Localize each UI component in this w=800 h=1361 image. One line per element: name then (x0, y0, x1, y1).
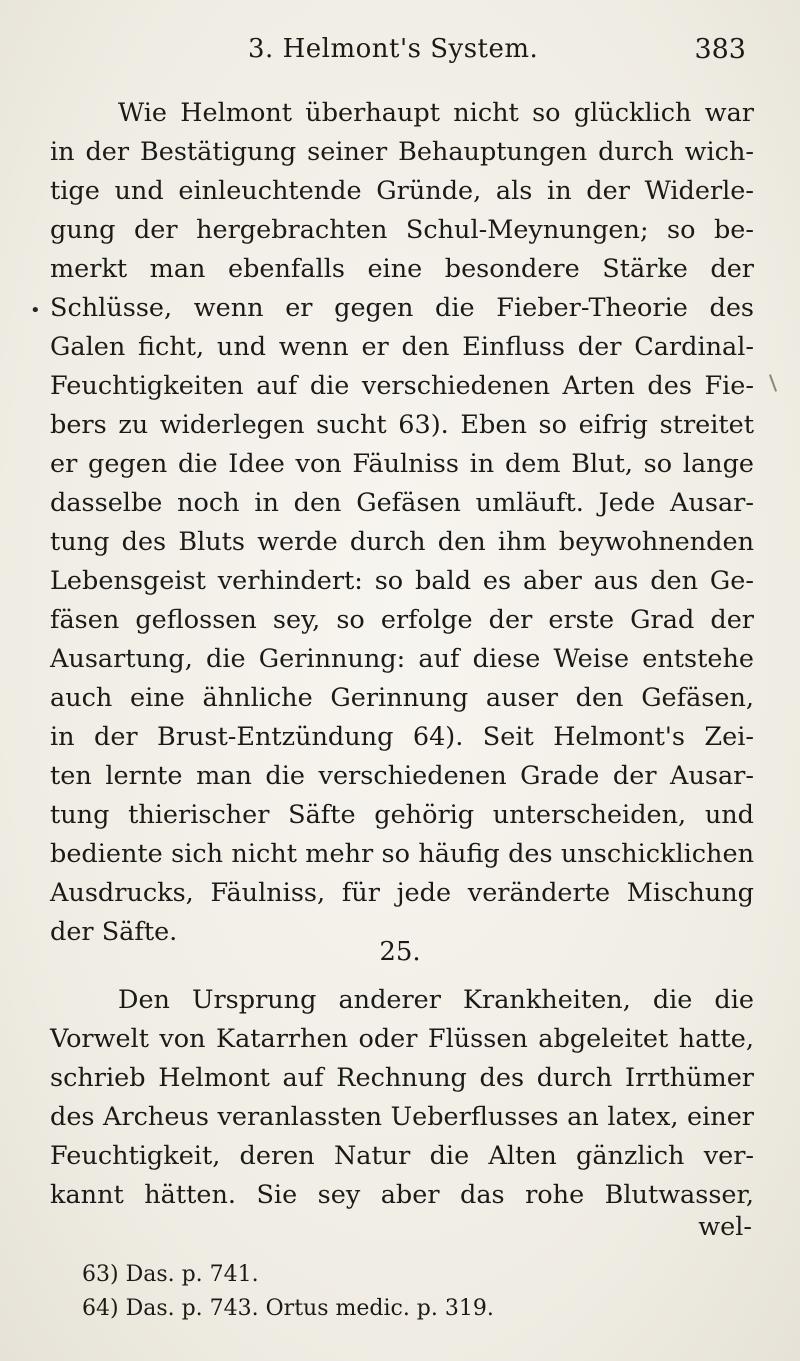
text-line: bers zu widerlegen sucht 63). Eben so eifrig streitet (50, 410, 754, 440)
text-line: in der Brust-Entzündung 64). Seit Helmont's Zei- (50, 722, 754, 752)
footnote-64: 64) Das. p. 743. Ortus medic. p. 319. (82, 1296, 494, 1321)
text-line: Vorwelt von Katarrhen oder Flüssen abgeleitet hatte, (50, 1024, 754, 1054)
text-line: Galen ficht, und wenn er den Einfluss der Cardinal- (50, 332, 754, 362)
running-head (48, 34, 752, 74)
text-line: gung der hergebrachten Schul-Meynungen; so be- (50, 215, 754, 245)
text-line: Wie Helmont überhaupt nicht so glücklich war (118, 98, 754, 128)
text-line: bediente sich nicht mehr so häufig des unschicklichen (50, 839, 754, 869)
margin-tick (769, 374, 777, 392)
section-number: 25. (379, 937, 421, 967)
footnote-63: 63) Das. p. 741. (82, 1262, 259, 1287)
text-line: des Archeus veranlassten Ueberflusses an latex, einer (50, 1102, 754, 1132)
text-line: in der Bestätigung seiner Behauptungen durch wich- (50, 137, 754, 167)
text-line: der Säfte. (50, 917, 178, 947)
text-line: schrieb Helmont auf Rechnung des durch Irrthümer (50, 1063, 754, 1093)
text-line: auch eine ähnliche Gerinnung auser den Gefäsen, (50, 683, 754, 713)
text-line: Feuchtigkeiten auf die verschiedenen Arten des Fie- (50, 371, 754, 401)
paragraph-2 (50, 981, 754, 1215)
text-line: er gegen die Idee von Fäulniss in dem Blut, so lange (50, 449, 754, 479)
text-line: tung des Bluts werde durch den ihm beywohnenden (50, 527, 754, 557)
margin-mark: • (30, 300, 41, 321)
text-line: tung thierischer Säfte gehörig unterscheiden, und (50, 800, 754, 830)
text-line: Schlüsse, wenn er gegen die Fieber-Theorie des (50, 293, 754, 323)
text-line: dasselbe noch in den Gefäsen umläuft. Jede Ausar- (50, 488, 754, 518)
text-line: Den Ursprung anderer Krankheiten, die die (118, 985, 754, 1015)
text-line: Ausdrucks, Fäulniss, für jede veränderte Mischung (50, 878, 754, 908)
text-line: fäsen geflossen sey, so erfolge der erste Grad der (50, 605, 754, 635)
page-number: 383 (694, 34, 746, 65)
text-line: Lebensgeist verhindert: so bald es aber aus den Ge- (50, 566, 754, 596)
text-line: Feuchtigkeit, deren Natur die Alten gänzlich ver- (50, 1141, 754, 1171)
text-line: merkt man ebenfalls eine besondere Stärke der (50, 254, 754, 284)
paragraph-1 (50, 94, 754, 952)
footnotes (82, 1258, 494, 1326)
running-title: 3. Helmont's System. (248, 34, 539, 64)
text-line: kannt hätten. Sie sey aber das rohe Blutwasser, (50, 1180, 754, 1210)
text-line: Ausartung, die Gerinnung: auf diese Weise entstehe (50, 644, 754, 674)
catchword: wel- (698, 1212, 752, 1242)
text-line: tige und einleuchtende Gründe, als in der Widerle- (50, 176, 754, 206)
text-line: ten lernte man die verschiedenen Grade der Ausar- (50, 761, 754, 791)
